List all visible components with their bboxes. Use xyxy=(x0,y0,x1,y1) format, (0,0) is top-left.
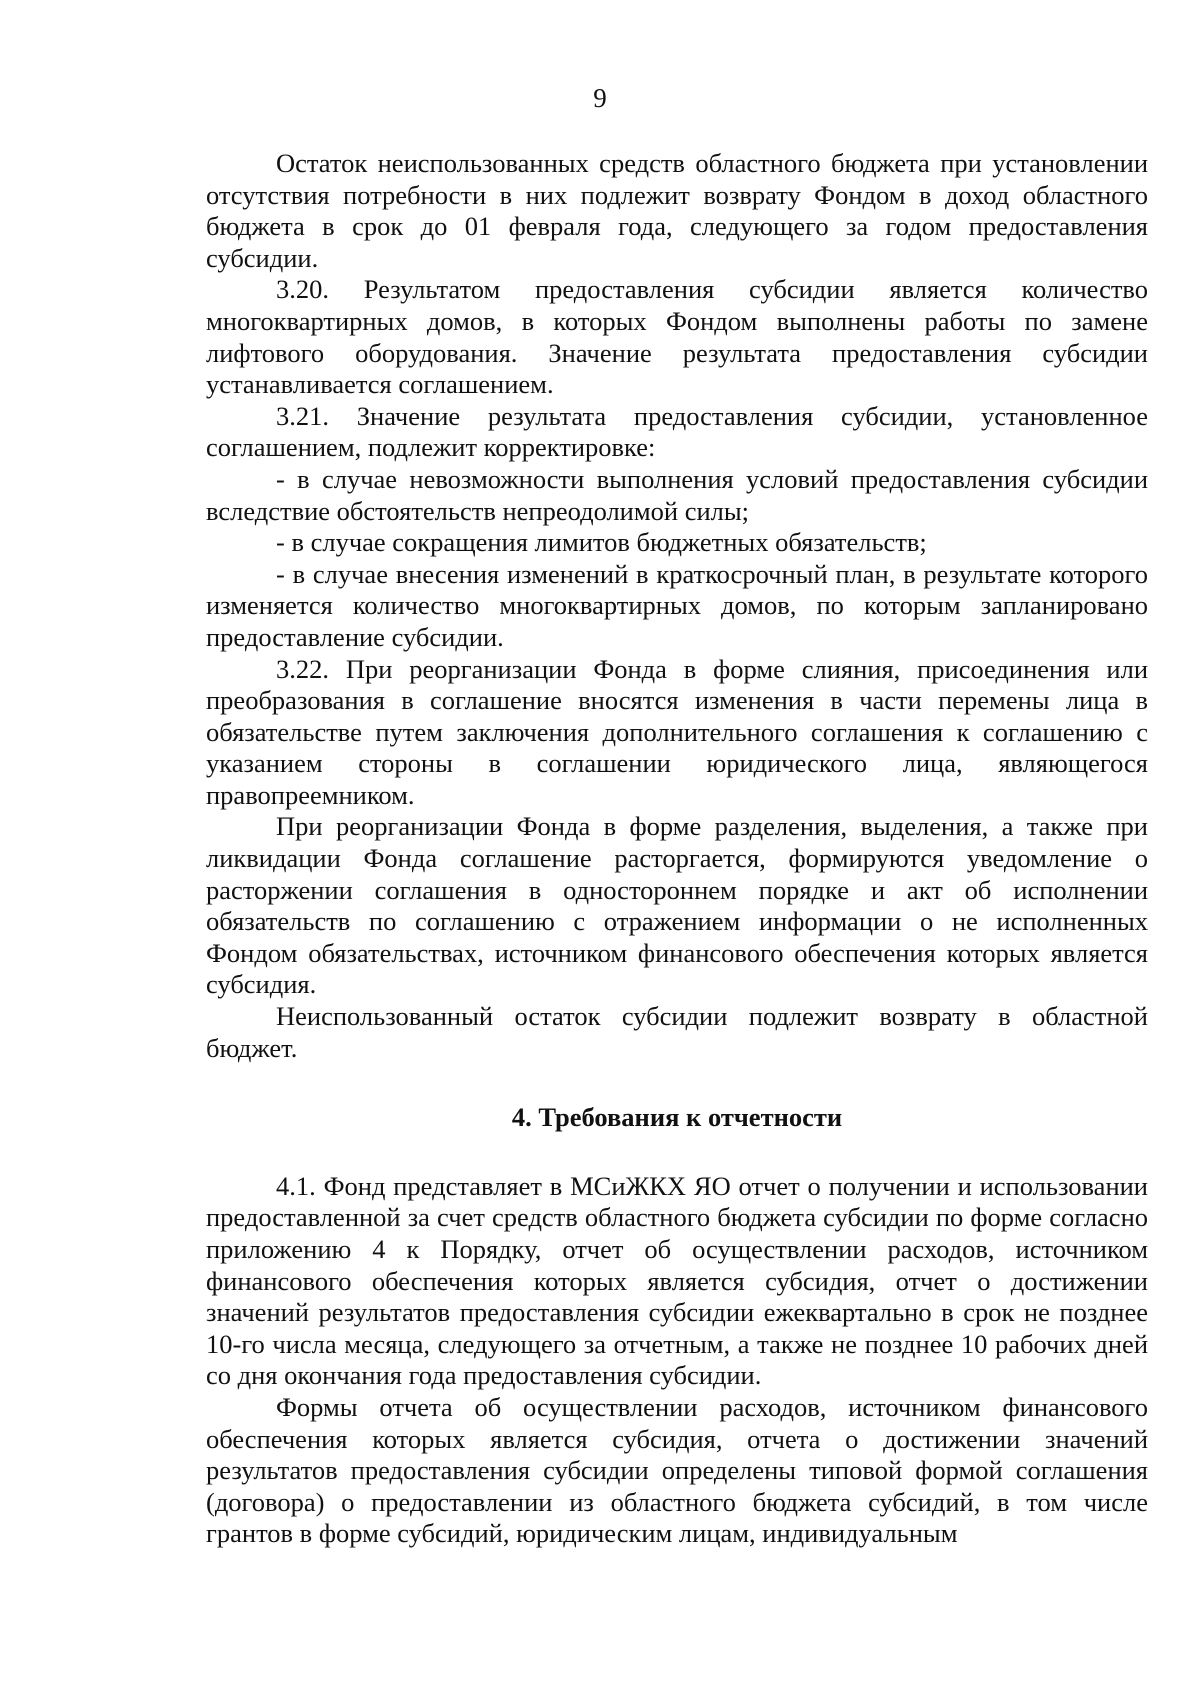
list-item-limits-reduction: - в случае сокращения лимитов бюджетных обязательств; xyxy=(276,527,927,558)
list-item-force-majeure: - в случае невозможности выполнения условий предоставления субсидии вследствие обстоятельств непреодолимой силы; xyxy=(206,463,1148,526)
page-number: 9 xyxy=(593,83,607,113)
list-item-plan-changes: - в случае внесения изменений в краткосрочный план, в результате которого изменяется количество многоквартирных домов, по которым запланировано предоставление субсидии. xyxy=(206,558,1148,652)
paragraph-4-1: 4.1. Фонд представляет в МСиЖКХ ЯО отчет о получении и использовании предоставленной за счет средств областного бюджета субсидии по форме согласно приложению 4 к Порядку, отчет об осуществлении расходов, источником финансового обеспечения которых является субсидия, отчет о достижении значений результатов предоставления субсидии ежеквартально в срок не позднее 10-го числа месяца, следующего за отчетным, а также не позднее 10 рабочих дней со дня окончания года предоставления субсидии. xyxy=(206,1170,1148,1391)
paragraph-3-21: 3.21. Значение результата предоставления субсидии, установленное соглашением, подлежит корректировке: xyxy=(206,400,1148,463)
paragraph-3-20: 3.20. Результатом предоставления субсидии является количество многоквартирных домов, в которых Фондом выполнены работы по замене лифтового оборудования. Значение результата предоставления субсидии устанавливается соглашением. xyxy=(206,274,1148,400)
paragraph-reorganization-separation: При реорганизации Фонда в форме разделения, выделения, а также при ликвидации Фонда соглашение расторгается, формируются уведомление о расторжении соглашения в одностороннем порядке и акт об исполнении обязательств по соглашению с отражением информации о не исполненных Фондом обязательствах, источником финансового обеспечения которых является субсидия. xyxy=(206,811,1148,1000)
section-heading-reporting: 4. Требования к отчетности xyxy=(511,1102,843,1133)
paragraph-3-22: 3.22. При реорганизации Фонда в форме слияния, присоединения или преобразования в соглашение вносятся изменения в части перемены лица в обязательстве путем заключения дополнительного соглашения к соглашению с указанием стороны в соглашении юридического лица, являющегося правопреемником. xyxy=(206,653,1148,810)
paragraph-unused-remainder: Неиспользованный остаток субсидии подлежит возврату в областной бюджет. xyxy=(206,1001,1148,1063)
paragraph-remainder-return: Остаток неиспользованных средств областного бюджета при установлении отсутствия потребности в них подлежит возврату Фондом в доход областного бюджета в срок до 01 февраля года, следующего за годом предоставления субсидии. xyxy=(206,148,1148,273)
paragraph-report-forms: Формы отчета об осуществлении расходов, источником финансового обеспечения которых является субсидия, отчета о достижении значений результатов предоставления субсидии определены типовой формой соглашения (договора) о предоставлении из областного бюджета субсидий, в том числе грантов в форме субсидий, юридическим лицам, индивидуальным xyxy=(206,1391,1148,1549)
document-body xyxy=(206,148,1148,1550)
